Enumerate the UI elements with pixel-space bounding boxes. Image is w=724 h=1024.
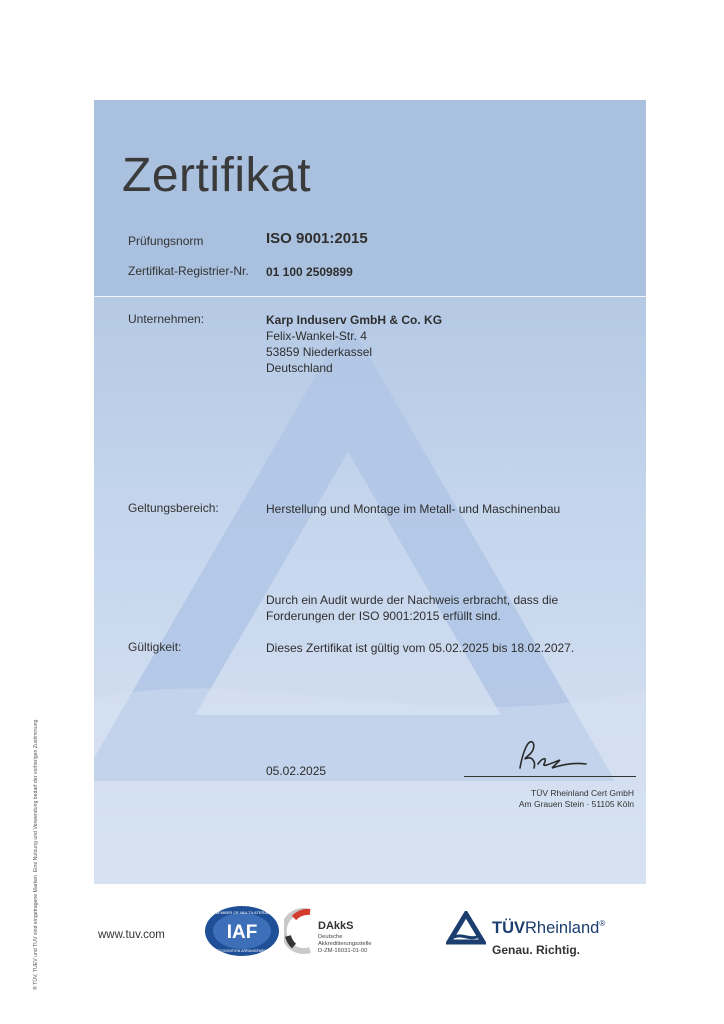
company-city: 53859 Niederkassel	[266, 345, 373, 359]
dakks-name: DAkkS	[318, 920, 354, 932]
audit-statement	[266, 592, 558, 624]
company-street: Felix-Wankel-Str. 4	[266, 329, 367, 343]
company-country: Deutschland	[266, 361, 333, 375]
company-address	[266, 312, 442, 376]
dakks-code: D-ZM-16031-01-00	[318, 948, 368, 954]
issuer-address: Am Grauen Stein · 51105 Köln	[518, 799, 634, 809]
scope-label: Geltungsbereich:	[128, 501, 219, 515]
validity-label: Gültigkeit:	[128, 640, 182, 654]
scope-value: Herstellung und Montage im Metall- und Maschinenbau	[266, 502, 561, 516]
standard-label: Prüfungsnorm	[128, 234, 204, 248]
certificate-panel	[94, 100, 646, 884]
dakks-description	[318, 934, 372, 955]
dakks-line-2: Akkreditierungsstelle	[318, 941, 372, 947]
side-legal-note: ® TÜV, TUEV und TUV sind eingetragene Marken. Eine Nutzung und Verwendung bedarf der vorherigen Zustimmung.	[33, 718, 39, 990]
iaf-logo-text: IAF	[226, 922, 258, 943]
audit-line-2: Forderungen der ISO 9001:2015 erfüllt sind.	[266, 609, 501, 623]
tuv-triangle-icon	[446, 911, 486, 945]
tuv-brand-part1: TÜV	[492, 919, 525, 937]
dakks-logo-mark	[284, 906, 318, 956]
signature-line	[464, 776, 636, 777]
iaf-ring-top-text: MEMBER OF MULTILATERAL	[214, 910, 270, 915]
website-link[interactable]: www.tuv.com	[98, 929, 165, 941]
registry-value: 01 100 2509899	[266, 265, 353, 279]
issue-date: 05.02.2025	[266, 764, 327, 778]
header-divider	[94, 296, 646, 297]
issuer-name: TÜV Rheinland Cert GmbH	[531, 788, 634, 798]
tuv-brand-name	[492, 919, 605, 938]
company-label: Unternehmen:	[128, 312, 205, 326]
iaf-logo	[204, 905, 280, 957]
standard-value: ISO 9001:2015	[266, 230, 368, 247]
issuer-block	[519, 788, 634, 810]
validity-value: Dieses Zertifikat ist gültig vom 05.02.2025 bis 18.02.2027.	[266, 641, 575, 655]
signature-image	[514, 738, 594, 776]
iaf-ring-bottom-text: RECOGNITION ARRANGEMENT	[214, 949, 270, 953]
tuv-slogan: Genau. Richtig.	[492, 943, 581, 957]
tuv-registered-mark: ®	[599, 919, 606, 928]
company-name: Karp Induserv GmbH & Co. KG	[266, 313, 443, 327]
registry-label: Zertifikat-Registrier-Nr.	[128, 264, 249, 278]
audit-line-1: Durch ein Audit wurde der Nachweis erbracht, dass die	[266, 593, 559, 607]
dakks-line-1: Deutsche	[318, 934, 343, 940]
page-title: Zertifikat	[122, 149, 312, 202]
tuv-brand-part2: Rheinland	[525, 919, 600, 937]
